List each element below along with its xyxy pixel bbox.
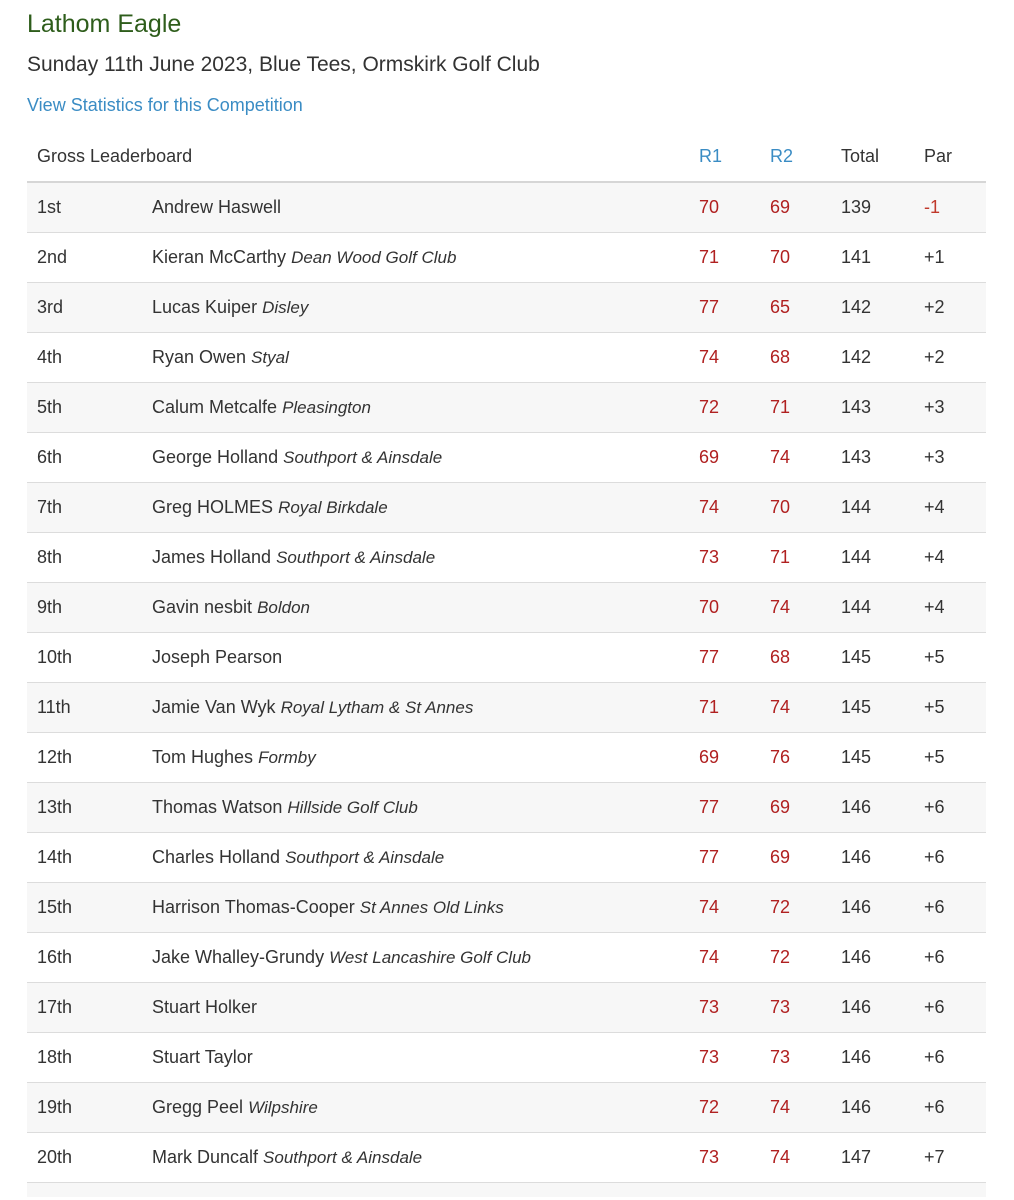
total-score: 146 [841,897,872,917]
club-name: Disley [262,298,309,317]
total-score: 142 [841,347,872,367]
position-cell: 7th [37,497,63,517]
par-score: +4 [924,497,945,517]
table-row [27,1083,986,1133]
par-score: +3 [924,447,945,467]
total-score: 147 [841,1147,872,1167]
par-score: -1 [924,197,941,217]
table-row [27,933,986,983]
total-score: 146 [841,797,872,817]
player-name: Calum Metcalfe [152,397,278,417]
total-score: 144 [841,497,872,517]
table-row [27,583,986,633]
round-1-score: 73 [699,1147,720,1167]
round-2-score: 73 [770,997,791,1017]
player-cell [152,683,473,732]
club-name: Formby [258,748,316,767]
leaderboard-rows [27,183,986,1183]
club-name: West Lancashire Golf Club [329,948,531,967]
leaderboard-label: Gross Leaderboard [37,146,193,166]
player-name: Ryan Owen [152,347,247,367]
player-cell [152,583,310,632]
table-row [27,733,986,783]
round-2-score: 70 [770,247,791,267]
round-1-score: 77 [699,647,720,667]
player-cell [152,1133,422,1182]
competition-title: Lathom Eagle [27,10,182,38]
round-1-score: 73 [699,547,720,567]
round-1-score: 69 [699,447,720,467]
round-2-score: 65 [770,297,791,317]
total-score: 141 [841,247,872,267]
position-cell: 15th [37,897,73,917]
view-statistics-link[interactable]: View Statistics for this Competition [27,95,303,115]
club-name: Pleasington [282,398,371,417]
round-2-score: 74 [770,1147,791,1167]
total-score: 144 [841,597,872,617]
par-score: +6 [924,847,945,867]
total-score: 143 [841,397,872,417]
total-score: 146 [841,1047,872,1067]
par-score: +6 [924,997,945,1017]
player-name: Kieran McCarthy [152,247,287,267]
par-score: +6 [924,1047,945,1067]
round-2-score: 69 [770,197,791,217]
position-cell: 14th [37,847,73,867]
round-2-score: 72 [770,897,791,917]
player-name: Greg HOLMES [152,497,274,517]
club-name: St Annes Old Links [359,898,504,917]
round-2-score: 74 [770,697,791,717]
player-cell [152,183,281,232]
round-1-score: 73 [699,1047,720,1067]
player-name: Mark Duncalf [152,1147,259,1167]
position-cell: 4th [37,347,63,367]
position-cell: 11th [37,697,71,717]
player-cell [152,1033,253,1082]
table-row [27,433,986,483]
player-cell [152,783,418,832]
club-name: Wilpshire [248,1098,318,1117]
par-score: +7 [924,1147,945,1167]
table-row [27,833,986,883]
round-1-score: 77 [699,797,720,817]
total-score: 146 [841,1097,872,1117]
par-score: +2 [924,297,945,317]
club-name: Southport & Ainsdale [283,448,443,467]
round-2-score: 68 [770,347,791,367]
round-2-score: 74 [770,447,791,467]
club-name: Royal Lytham & St Annes [280,698,474,717]
leaderboard-header [27,132,986,183]
par-score: +5 [924,747,945,767]
par-score: +4 [924,547,945,567]
table-row [27,233,986,283]
round-2-score: 74 [770,597,791,617]
player-name: Stuart Taylor [152,1047,253,1067]
competition-subtitle: Sunday 11th June 2023, Blue Tees, Ormskirk Golf Club [27,53,540,76]
player-name: Harrison Thomas-Cooper [152,897,355,917]
position-cell: 9th [37,597,63,617]
player-cell [152,983,257,1032]
round-1-score: 72 [699,397,720,417]
total-score: 144 [841,547,872,567]
player-cell [152,533,435,582]
round-2-score: 71 [770,397,791,417]
position-cell: 2nd [37,247,68,267]
player-name: Jake Whalley-Grundy [152,947,325,967]
position-cell: 8th [37,547,63,567]
player-name: Andrew Haswell [152,197,282,217]
total-score: 145 [841,697,872,717]
total-score: 143 [841,447,872,467]
table-row [27,883,986,933]
player-cell [152,883,504,932]
position-cell: 6th [37,447,63,467]
player-name: Tom Hughes [152,747,254,767]
table-row [27,1133,986,1183]
round-1-score: 77 [699,297,720,317]
gross-leaderboard [27,132,986,1197]
round-2-score: 72 [770,947,791,967]
table-row [27,783,986,833]
table-row [27,683,986,733]
table-row [27,633,986,683]
position-cell: 17th [37,997,73,1017]
club-name: Hillside Golf Club [287,798,418,817]
par-score: +6 [924,947,945,967]
round-2-score: 74 [770,1097,791,1117]
player-cell [152,933,531,982]
club-name: Styal [251,348,289,367]
player-name: Stuart Holker [152,997,258,1017]
position-cell: 18th [37,1047,73,1067]
player-cell [152,1083,318,1132]
par-score: +6 [924,1097,945,1117]
club-name: Royal Birkdale [278,498,388,517]
club-name: Dean Wood Golf Club [291,248,457,267]
total-score: 146 [841,947,872,967]
round-1-score: 70 [699,597,720,617]
player-name: James Holland [152,547,272,567]
round-1-score: 74 [699,897,720,917]
total-score: 139 [841,197,872,217]
par-score: +5 [924,647,945,667]
player-name: Lucas Kuiper [152,297,258,317]
table-row [27,333,986,383]
total-score: 145 [841,647,872,667]
total-score: 145 [841,747,872,767]
round-2-score: 69 [770,797,791,817]
position-cell: 16th [37,947,73,967]
round-2-score: 68 [770,647,791,667]
total-score: 142 [841,297,872,317]
round-1-score: 74 [699,947,720,967]
position-cell: 10th [37,647,73,667]
round-1-score: 73 [699,997,720,1017]
player-name: Joseph Pearson [152,647,283,667]
position-cell: 19th [37,1097,73,1117]
round-1-score: 71 [699,247,720,267]
position-cell: 1st [37,197,62,217]
position-cell: 12th [37,747,73,767]
player-cell [152,283,308,332]
par-score: +1 [924,247,945,267]
player-name: Charles Holland [152,847,281,867]
table-row [27,1183,986,1197]
table-row [27,483,986,533]
round-1-score: 74 [699,347,720,367]
player-name: Gregg Peel [152,1097,244,1117]
table-row [27,283,986,333]
round-2-score: 76 [770,747,791,767]
table-row [27,183,986,233]
total-header: Total [841,146,880,166]
par-score: +6 [924,897,945,917]
table-row [27,1033,986,1083]
player-cell [152,333,289,382]
player-cell [152,433,442,482]
position-cell: 5th [37,397,63,417]
player-cell [152,233,456,282]
table-row [27,533,986,583]
player-cell [152,383,371,432]
player-cell [152,833,444,882]
player-name: Gavin nesbit [152,597,253,617]
table-row [27,383,986,433]
round-2-score: 71 [770,547,791,567]
player-name: George Holland [152,447,279,467]
round-1-header-link[interactable]: R1 [699,146,723,166]
round-1-score: 72 [699,1097,720,1117]
par-score: +2 [924,347,945,367]
par-score: +5 [924,697,945,717]
position-cell: 20th [37,1147,73,1167]
round-2-score: 70 [770,497,791,517]
club-name: Southport & Ainsdale [276,548,436,567]
player-cell [152,633,282,682]
round-1-score: 69 [699,747,720,767]
par-header: Par [924,146,953,166]
par-score: +4 [924,597,945,617]
player-cell [152,483,388,532]
player-cell [152,733,316,782]
position-cell: 3rd [37,297,64,317]
round-1-score: 74 [699,497,720,517]
player-name: Thomas Watson [152,797,283,817]
table-row [27,983,986,1033]
player-name: Jamie Van Wyk [152,697,276,717]
par-score: +6 [924,797,945,817]
round-2-score: 73 [770,1047,791,1067]
position-cell: 13th [37,797,73,817]
club-name: Southport & Ainsdale [263,1148,423,1167]
round-1-score: 71 [699,697,720,717]
total-score: 146 [841,847,872,867]
round-1-score: 77 [699,847,720,867]
total-score: 146 [841,997,872,1017]
round-2-header-link[interactable]: R2 [770,146,794,166]
round-2-score: 69 [770,847,791,867]
round-1-score: 70 [699,197,720,217]
par-score: +3 [924,397,945,417]
club-name: Southport & Ainsdale [285,848,445,867]
club-name: Boldon [257,598,311,617]
